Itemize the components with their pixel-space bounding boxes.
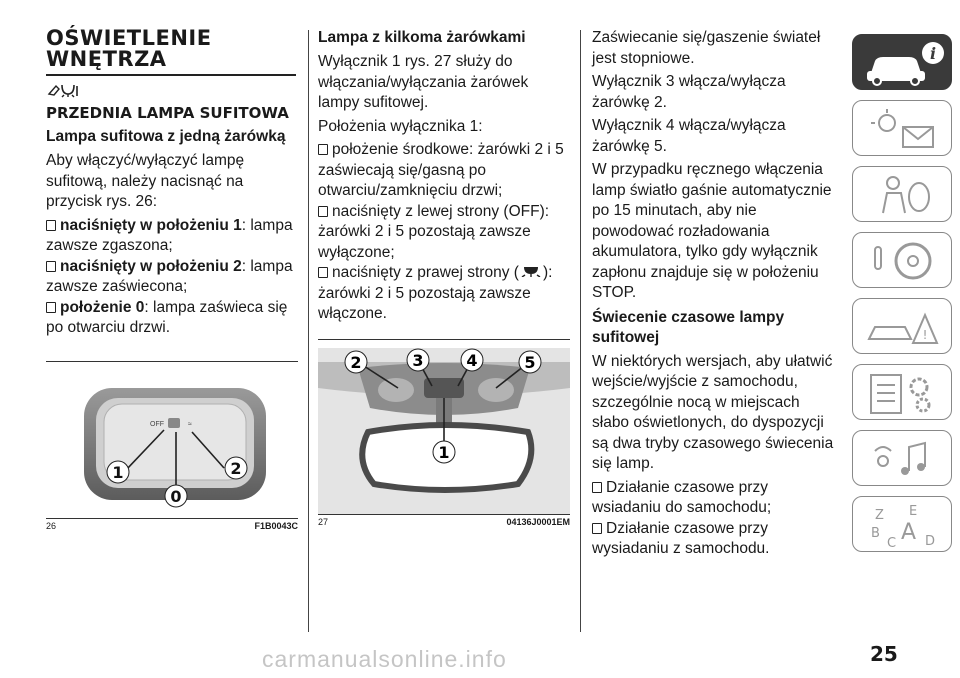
checkbox-bullet-icon [46, 261, 56, 272]
checkbox-bullet-icon [592, 482, 602, 493]
checkbox-bullet-icon [46, 302, 56, 313]
paragraph: W niektórych wersjach, aby ułatwić wejście/wyjście z samochodu, szczególnie nocą w miejscach słabo oświetlonych, do dyspozycji są dwa tryby czasowego świecenia się lamp. [592, 352, 834, 472]
checkbox-bullet-icon [46, 220, 56, 231]
subheading: Lampa z kilkoma żarówkami [318, 29, 526, 46]
paragraph: Wyłącznik 3 włącza/wyłącza żarówkę 2. [592, 73, 786, 111]
checkbox-bullet-icon [318, 144, 328, 155]
tab-safety[interactable] [852, 166, 952, 222]
checkbox-bullet-icon [592, 523, 602, 534]
figure-caption: 27 04136J0001EM [318, 514, 570, 527]
svg-text:i: i [929, 44, 937, 63]
svg-text:Z: Z [875, 508, 884, 523]
page-number: 25 [870, 642, 898, 666]
subheading: Lampa sufitowa z jedną żarówką [46, 128, 286, 145]
tab-multimedia[interactable] [852, 430, 952, 486]
list-item: położenie środkowe: żarówki 2 i 5 zaświecają się/gasną po otwarciu/zamknięciu drzwi; [318, 141, 564, 199]
chapter-sidebar [852, 34, 960, 562]
car-crash-icon [853, 299, 953, 355]
list-item: naciśnięty z lewej strony (OFF): żarówki 2 i 5 pozostają zawsze wyłączone; [318, 202, 550, 261]
list-item: naciśnięty w położeniu 2: lampa zawsze zaświecona; [46, 257, 293, 295]
paragraph: Wyłącznik 4 włącza/wyłącza żarówkę 5. [592, 117, 786, 155]
checkbox-bullet-icon [318, 206, 328, 217]
svg-text:B: B [871, 526, 880, 541]
column-divider [308, 30, 309, 632]
svg-text:!: ! [922, 328, 928, 342]
maintenance-icon [853, 365, 953, 421]
section-heading: PRZEDNIA LAMPA SUFITOWA [46, 104, 289, 122]
list-item: naciśnięty z prawej strony ( ): żarówki 2 i 5 pozostają zawsze włączone. [318, 264, 553, 322]
list-item: położenie 0: lampa zaświeca się po otwarciu drzwi. [46, 298, 288, 336]
interior-lamp-icon [46, 82, 298, 98]
checkbox-bullet-icon [318, 267, 328, 278]
watermark: carmanualsonline.info [262, 646, 507, 672]
callout-1: 1 [112, 462, 124, 482]
divider [46, 361, 298, 362]
figure-26 [46, 370, 298, 518]
column-3 [592, 28, 840, 560]
airbag-seat-icon [853, 167, 953, 223]
column-2 [318, 28, 570, 527]
multimedia-icon [853, 431, 953, 487]
paragraph: Położenia wyłącznika 1: [318, 117, 483, 135]
column-1 [46, 28, 298, 531]
callout-4: 4 [466, 350, 478, 370]
svg-text:D: D [925, 534, 936, 549]
page-title: OŚWIETLENIE WNĘTRZA [46, 28, 296, 76]
callout-2: 2 [350, 352, 362, 372]
svg-text:C: C [887, 536, 897, 551]
svg-text:≈: ≈ [188, 420, 192, 428]
tab-maintenance[interactable] [852, 364, 952, 420]
figure-caption: 26 F1B0043C [46, 518, 298, 531]
lamp-on-icon [519, 264, 543, 281]
svg-text:E: E [909, 504, 918, 519]
callout-0: 0 [170, 486, 182, 506]
figure-27 [318, 348, 570, 514]
list-item: naciśnięty w położeniu 1: lampa zawsze zgaszona; [46, 216, 293, 254]
paragraph: W przypadku ręcznego włączenia lamp światło gaśnie automatycznie po 15 minutach, aby nie powodować rozładowania akumulatora, tylko gdy wyłącznik zapłonu znajduje się w położeniu STOP. [592, 161, 832, 301]
svg-text:A: A [901, 520, 917, 545]
column-divider [580, 30, 581, 632]
divider [318, 339, 570, 340]
subheading: Świecenie czasowe lampy sufitowej [592, 308, 785, 346]
tab-index[interactable] [852, 496, 952, 552]
list-item: Działanie czasowe przy wsiadaniu do samochodu; [592, 478, 772, 516]
tab-driving[interactable] [852, 232, 952, 288]
index-alphabet-icon [853, 497, 953, 553]
list-item: Działanie czasowe przy wysiadaniu z samochodu. [592, 519, 770, 557]
callout-3: 3 [412, 350, 424, 370]
paragraph: Zaświecanie się/gaszenie świateł jest stopniowe. [592, 29, 821, 67]
callout-1: 1 [438, 442, 450, 462]
off-label: OFF [150, 420, 164, 428]
tab-emergency[interactable] [852, 298, 952, 354]
lights-warning-icon [853, 101, 953, 157]
paragraph: Wyłącznik 1 rys. 27 służy do włączania/wyłączania żarówek lampy sufitowej. [318, 53, 529, 111]
callout-2: 2 [230, 458, 242, 478]
tab-lights-warnings[interactable] [852, 100, 952, 156]
paragraph: Aby włączyć/wyłączyć lampę sufitową, należy nacisnąć na przycisk rys. 26: [46, 152, 245, 210]
tab-car-info[interactable] [852, 34, 952, 90]
steering-wheel-icon [853, 233, 953, 289]
callout-5: 5 [524, 352, 536, 372]
car-info-icon [853, 35, 953, 91]
